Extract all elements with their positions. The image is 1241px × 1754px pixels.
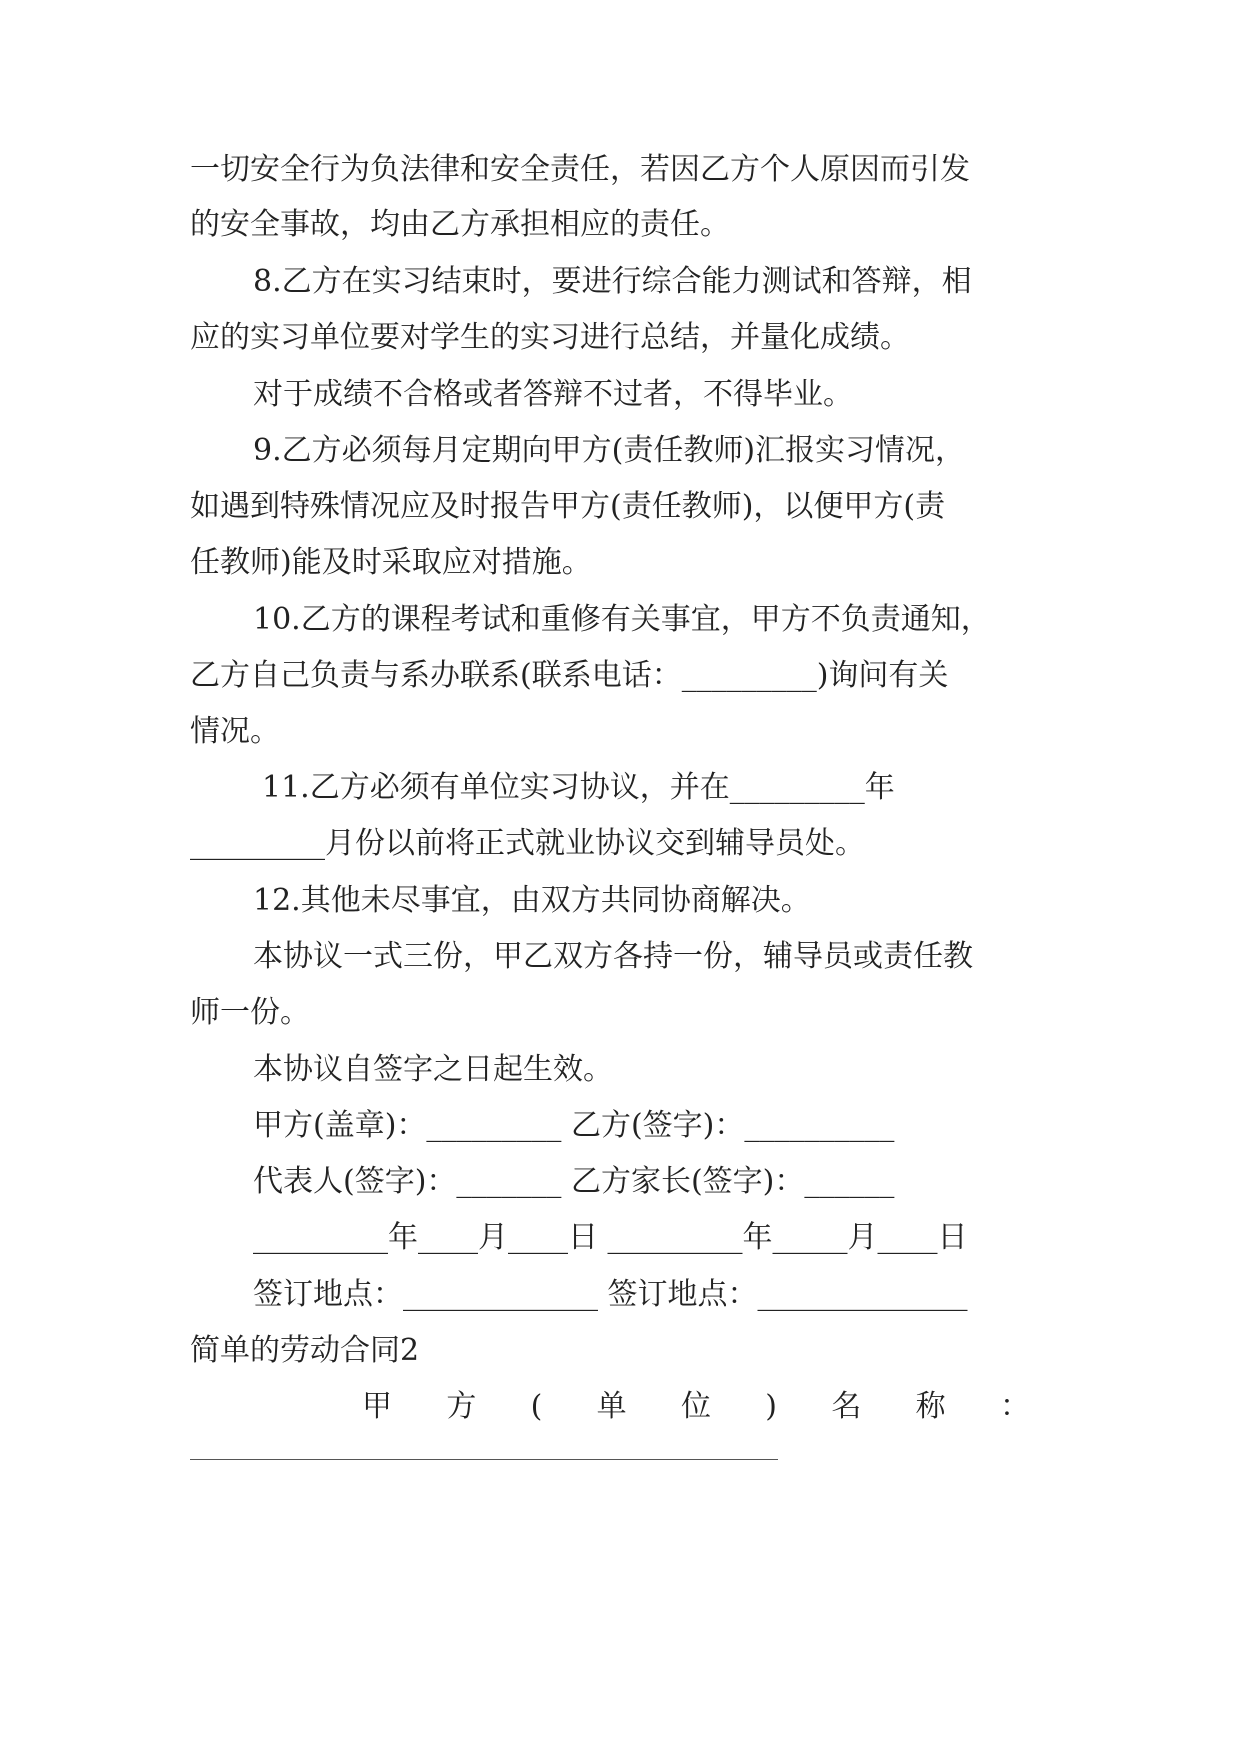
label-char: ) — [765, 1389, 777, 1424]
text-line: 如遇到特殊情况应及时报告甲方(责任教师)，以便甲方(责 — [190, 489, 946, 524]
clause-10: 10.乙方的课程考试和重修有关事宜，甲方不负责通知， — [253, 602, 991, 637]
signature-line-party-a: 甲方(盖章)：_________ 乙方(签字)：__________ — [253, 1108, 895, 1143]
text-line: 情况。 — [190, 714, 280, 749]
label-char: 名 — [831, 1389, 862, 1424]
label-char: ： — [999, 1389, 1030, 1424]
signature-line-representative: 代表人(签字)：_______ 乙方家长(签字)：______ — [253, 1164, 895, 1199]
text-line: 本协议一式三份，甲乙双方各持一份，辅导员或责任教 — [253, 939, 973, 974]
text-line: 任教师)能及时采取应对措施。 — [190, 545, 592, 580]
label-char: 单 — [596, 1389, 627, 1424]
label-char: ( — [530, 1389, 543, 1424]
party-a-name-label — [362, 1387, 1030, 1427]
text-line: 乙方自己负责与系办联系(联系电话：_________)询问有关 — [190, 658, 949, 693]
clause-12: 12.其他未尽事宜，由双方共同协商解决。 — [253, 883, 811, 918]
signing-place-line: 签订地点：_____________ 签订地点：______________ — [253, 1277, 968, 1312]
section-heading: 简单的劳动合同2 — [190, 1333, 420, 1368]
text-line: 本协议自签字之日起生效。 — [253, 1052, 613, 1087]
text-line: 对于成绩不合格或者答辩不过者，不得毕业。 — [253, 377, 853, 412]
label-char: 称 — [915, 1389, 946, 1424]
clause-9: 9.乙方必须每月定期向甲方(责任教师)汇报实习情况， — [253, 433, 966, 468]
label-char: 甲 — [362, 1389, 392, 1424]
date-line: _________年____月____日 _________年_____月____日 — [253, 1220, 968, 1255]
clause-11: 11.乙方必须有单位实习协议，并在_________年 — [262, 770, 895, 805]
text-line: _________月份以前将正式就业协议交到辅导员处。 — [190, 826, 865, 861]
text-line: 师一份。 — [190, 995, 310, 1030]
label-char: 方 — [446, 1389, 477, 1424]
clause-8: 8.乙方在实习结束时，要进行综合能力测试和答辩，相 — [253, 264, 972, 299]
label-char: 位 — [680, 1389, 711, 1424]
text-line: 应的实习单位要对学生的实习进行总结，并量化成绩。 — [190, 320, 910, 355]
text-line: 的安全事故，均由乙方承担相应的责任。 — [190, 207, 730, 242]
text-line: 一切安全行为负法律和安全责任，若因乙方个人原因而引发 — [190, 152, 970, 187]
blank-fill-line — [190, 1459, 778, 1460]
